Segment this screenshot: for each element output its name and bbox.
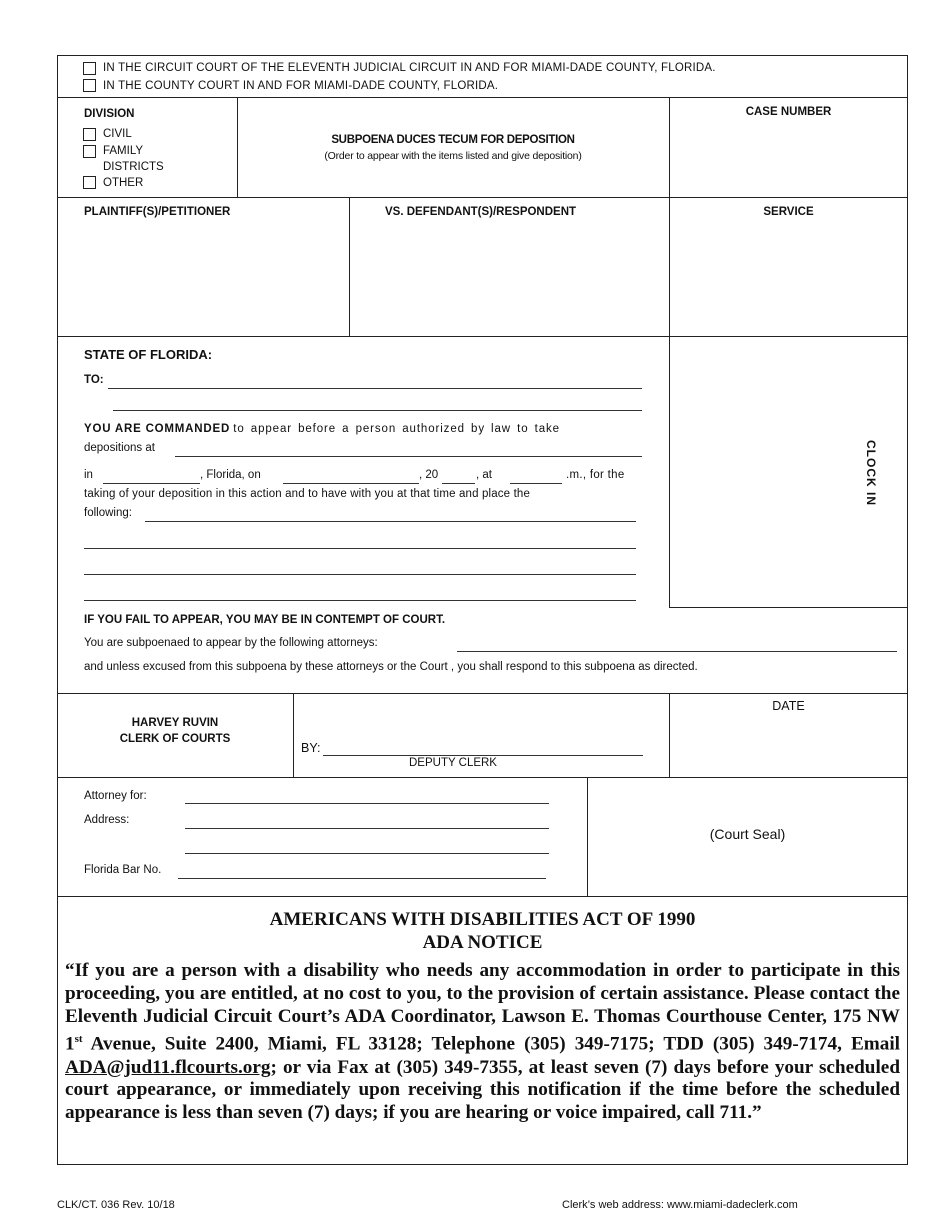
clerk-web-address: Clerk’s web address: www.miami-dadeclerk.com (562, 1199, 798, 1211)
defendant-field[interactable] (354, 225, 664, 330)
case-number-field[interactable] (672, 128, 902, 188)
family-checkbox[interactable] (83, 145, 96, 158)
division-option: CIVIL (103, 128, 132, 140)
ada-notice-text (65, 960, 900, 1125)
divider (57, 693, 908, 694)
florida-on-label: , Florida, on (200, 469, 261, 481)
circuit-court-label: IN THE CIRCUIT COURT OF THE ELEVENTH JUDICIAL CIRCUIT IN AND FOR MIAMI-DADE COUNTY, FLORIDA. (103, 62, 716, 74)
excused-text: and unless excused from this subpoena by these attorneys or the Court , you shall respond to this subpoena as directed. (84, 661, 698, 673)
attorney-for-line[interactable] (185, 803, 549, 804)
divider (57, 97, 908, 98)
county-court-checkbox[interactable] (83, 79, 96, 92)
divider (669, 97, 670, 607)
following-line-4[interactable] (84, 600, 636, 601)
circuit-court-checkbox[interactable] (83, 62, 96, 75)
bar-no-line[interactable] (178, 878, 546, 879)
ada-heading: AMERICANS WITH DISABILITIES ACT OF 1990 (269, 909, 696, 930)
divider (293, 693, 294, 777)
division-option: DISTRICTS (103, 161, 164, 173)
division-option: OTHER (103, 177, 144, 189)
to-line-2[interactable] (113, 410, 642, 411)
bar-no-label: Florida Bar No. (84, 864, 162, 876)
by-label: BY: (301, 741, 321, 755)
taking-line: taking of your deposition in this action and to have with you at that time and place the (84, 488, 530, 500)
depositions-at: depositions at (84, 442, 155, 454)
divider (57, 197, 908, 198)
plaintiff-label: PLAINTIFF(S)/PETITIONER (84, 206, 231, 218)
court-seal-label: (Court Seal) (709, 826, 786, 842)
m-for-the-label: .m., for the (566, 469, 625, 481)
attorneys-line[interactable] (457, 651, 897, 652)
at-label: , at (476, 469, 492, 481)
city-line[interactable] (103, 483, 200, 484)
ada-text-part: “If you are a person with a disability who needs any accommodation in order to participate in this proceeding, you are entitled, at no cost to you, to the provision of certain assistance. Please contact the Eleventh Judicial Circuit Court’s ADA Coordinator, Lawson E. Thomas Courthouse Center, 175 NW 1 (65, 960, 900, 1055)
divider (57, 777, 908, 778)
county-court-label: IN THE COUNTY COURT IN AND FOR MIAMI-DADE COUNTY, FLORIDA. (103, 80, 499, 92)
in-label: in (84, 469, 93, 481)
other-checkbox[interactable] (83, 176, 96, 189)
civil-checkbox[interactable] (83, 128, 96, 141)
form-subtitle: (Order to appear with the items listed and give deposition) (324, 150, 582, 162)
following-line[interactable] (145, 521, 636, 522)
following-line-2[interactable] (84, 548, 636, 549)
state-heading: STATE OF FLORIDA: (84, 347, 213, 362)
plaintiff-field[interactable] (62, 225, 344, 330)
attorney-for-label: Attorney for: (84, 790, 147, 802)
time-line[interactable] (510, 483, 562, 484)
division-option: FAMILY (103, 145, 144, 157)
date-label: DATE (772, 699, 805, 713)
address-line[interactable] (185, 828, 549, 829)
address-label: Address: (84, 814, 130, 826)
commanded-rest: to appear before a person authorized by law to take (233, 423, 560, 435)
clock-in-label: CLOCK IN (864, 440, 878, 506)
commanded-bold: YOU ARE COMMANDED (84, 423, 231, 435)
year-line[interactable] (442, 483, 475, 484)
case-number-label: CASE NUMBER (745, 106, 832, 118)
divider (57, 896, 908, 897)
divider (669, 607, 908, 608)
depositions-at-line[interactable] (175, 456, 642, 457)
ada-email-link[interactable]: ADA@jud11.flcourts.org (65, 1056, 271, 1078)
division-heading: DIVISION (84, 108, 135, 120)
divider (237, 97, 238, 197)
date-line[interactable] (283, 483, 419, 484)
signature-line[interactable] (323, 755, 643, 756)
form-title: SUBPOENA DUCES TECUM FOR DEPOSITION (331, 134, 575, 146)
following-line-3[interactable] (84, 574, 636, 575)
clerk-name: HARVEY RUVIN (131, 717, 219, 729)
defendant-label: VS. DEFENDANT(S)/RESPONDENT (385, 206, 577, 218)
ada-text-part: ; or via Fax at (305) 349-7355, at least seven (7) days before your scheduled court appearance, or immediately upon receiving this notification if the time before the scheduled appearance is less than seven (7) days; if you are hearing or voice impaired, call 711.” (65, 1056, 900, 1124)
service-label: SERVICE (763, 206, 814, 218)
attorneys-label: You are subpoenaed to appear by the following attorneys: (84, 637, 378, 649)
to-label: TO: (84, 374, 104, 386)
following-label: following: (84, 507, 132, 519)
ada-text-part: Avenue, Suite 2400, Miami, FL 33128; Telephone (305) 349-7175; TDD (305) 349-7174, Email (82, 1033, 900, 1055)
divider (57, 336, 908, 337)
contempt-warning: IF YOU FAIL TO APPEAR, YOU MAY BE IN CONTEMPT OF COURT. (84, 614, 446, 626)
commanded-line (84, 423, 642, 435)
address-line-2[interactable] (185, 853, 549, 854)
clerk-title: CLERK OF COURTS (119, 733, 231, 745)
form-id: CLK/CT. 036 Rev. 10/18 (57, 1199, 175, 1211)
deputy-clerk-label: DEPUTY CLERK (409, 757, 497, 769)
year-label: , 20 (419, 469, 439, 481)
divider (349, 197, 350, 336)
ada-subheading: ADA NOTICE (422, 932, 543, 953)
ada-sup: st (74, 1033, 83, 1046)
to-line[interactable] (108, 388, 642, 389)
